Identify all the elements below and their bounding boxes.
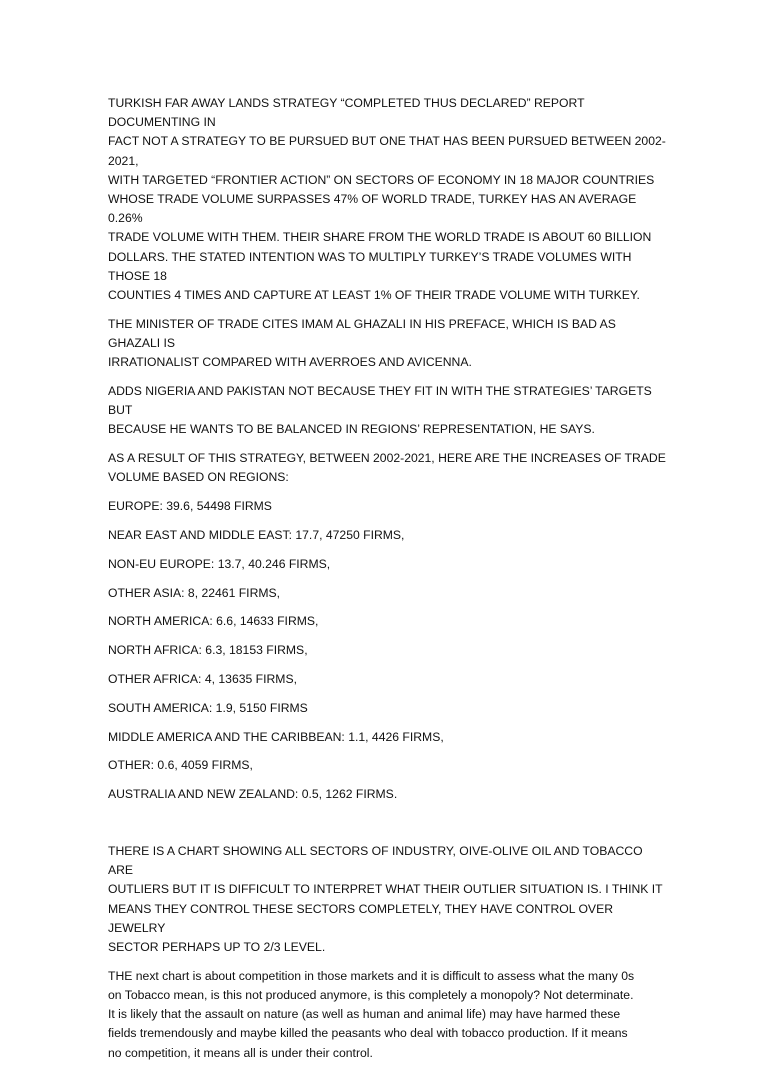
region-item-north-america: NORTH AMERICA: 6.6, 14633 FIRMS, <box>108 614 319 629</box>
competition-chart-paragraph: THE next chart is about competition in those markets and it is difficult to assess what the many 0s on Tobacco mean, is this not produced anymore, is this completely a monopoly? Not determinate. It is likely that the assault on nature (as well as human and animal life) may have harmed these fields tremendously and maybe killed the peasants who deal with tobacco production. If it means no competition, it means all is under their control. <box>108 968 635 1060</box>
minister-paragraph: THE MINISTER OF TRADE CITES IMAM AL GHAZALI IN HIS PREFACE, WHICH IS BAD AS GHAZALI IS IRRATIONALIST COMPARED WITH AVERROES AND AVICENNA. <box>108 316 616 370</box>
region-item-south-america: SOUTH AMERICA: 1.9, 5150 FIRMS <box>108 700 308 715</box>
region-item-non-eu-europe: NON-EU EUROPE: 13.7, 40.246 FIRMS, <box>108 556 331 571</box>
region-item-north-africa: NORTH AFRICA: 6.3, 18153 FIRMS, <box>108 643 308 658</box>
strategy-paragraph: TURKISH FAR AWAY LANDS STRATEGY “COMPLETED THUS DECLARED” REPORT DOCUMENTING IN FACT NOT A STRATEGY TO BE PURSUED BUT ONE THAT HAS BEEN PURSUED BETWEEN 2002-2021, WITH TARGETED “FRONTIER ACTION” ON SECTORS OF ECONOMY IN 18 MAJOR COUNTRIES WHOSE TRADE VOLUME SURPASSES 47% OF WORLD TRADE, TURKEY HAS AN AVERAGE 0.26% TRADE VOLUME WITH THEM. THEIR SHARE FROM THE WORLD TRADE IS ABOUT 60 BILLION DOLLARS. THE STATED INTENTION WAS TO MULTIPLY TURKEY’S TRADE VOLUMES WITH THOSE 18 COUNTIES 4 TIMES AND CAPTURE AT LEAST 1% OF THEIR TRADE VOLUME WITH TURKEY. <box>108 96 666 303</box>
section-spacer <box>108 814 668 842</box>
region-item-europe: EUROPE: 39.6, 54498 FIRMS <box>108 499 272 514</box>
region-item-middle-america: MIDDLE AMERICA AND THE CARIBBEAN: 1.1, 4426 FIRMS, <box>108 729 444 744</box>
region-item-other-africa: OTHER AFRICA: 4, 13635 FIRMS, <box>108 672 297 687</box>
region-item-near-east: NEAR EAST AND MIDDLE EAST: 17.7, 47250 FIRMS, <box>108 528 405 543</box>
region-item-australia: AUSTRALIA AND NEW ZEALAND: 0.5, 1262 FIRMS. <box>108 787 398 802</box>
nigeria-pakistan-paragraph: ADDS NIGERIA AND PAKISTAN NOT BECAUSE THEY FIT IN WITH THE STRATEGIES’ TARGETS BUT BECAUSE HE WANTS TO BE BALANCED IN REGIONS’ REPRESENTATION, HE SAYS. <box>108 384 652 437</box>
region-item-other-asia: OTHER ASIA: 8, 22461 FIRMS, <box>108 585 281 600</box>
sectors-chart-paragraph: THERE IS A CHART SHOWING ALL SECTORS OF INDUSTRY, OIVE-OLIVE OIL AND TOBACCO ARE OUTLIERS BUT IT IS DIFFICULT TO INTERPRET WHAT THEIR OUTLIER SITUATION IS. I THINK IT MEANS THEY CONTROL THESE SECTORS COMPLETELY, THEY HAVE CONTROL OVER JEWELRY SECTOR PERHAPS UP TO 2/3 LEVEL. <box>108 844 663 955</box>
results-intro-paragraph: AS A RESULT OF THIS STRATEGY, BETWEEN 2002-2021, HERE ARE THE INCREASES OF TRADE VOLUME BASED ON REGIONS: <box>108 451 666 485</box>
document-body <box>108 94 668 1072</box>
region-item-other: OTHER: 0.6, 4059 FIRMS, <box>108 758 253 773</box>
